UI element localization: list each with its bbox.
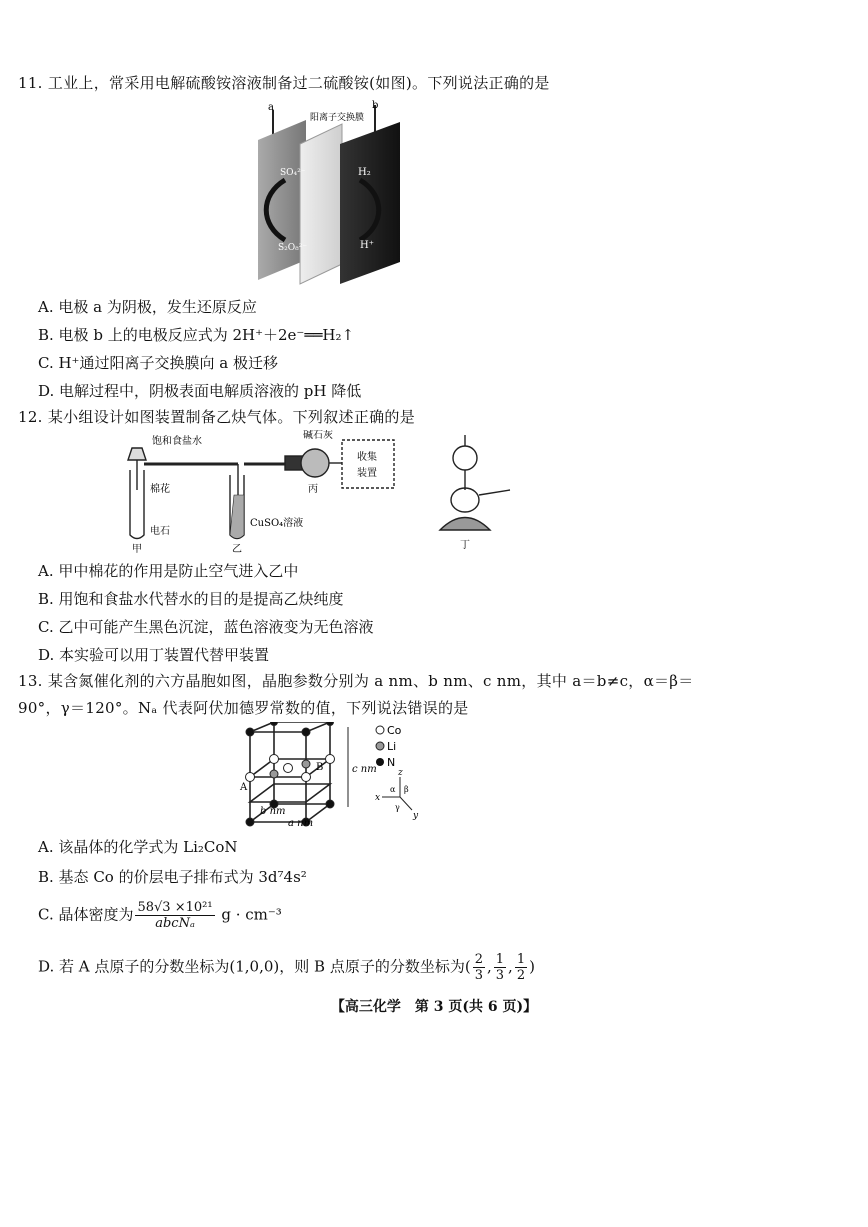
- option-d-suffix: ): [529, 957, 535, 976]
- q11-electrolysis-figure: [240, 100, 410, 285]
- coord-x-num: 2: [474, 952, 483, 967]
- q12-stem: 12. 某小组设计如图装置制备乙炔气体。下列叙述正确的是: [18, 408, 416, 426]
- angle-alpha: α: [390, 785, 396, 794]
- density-numerator: 58√3 ×10²¹: [137, 900, 213, 915]
- label-collect1: 收集: [357, 452, 377, 463]
- q13-option-c[interactable]: [38, 900, 282, 931]
- q13-stem-line1: 13. 某含氮催化剂的六方晶胞如图，晶胞参数分别为 a nm、b nm、c nm，其中 a＝b≠c，α＝β＝: [18, 672, 694, 690]
- label-b: b: [372, 100, 379, 111]
- q11-option-a[interactable]: A. 电极 a 为阴极，发生还原反应: [38, 298, 257, 316]
- q12-option-b[interactable]: B. 用饱和食盐水代替水的目的是提高乙炔纯度: [38, 590, 344, 608]
- axis-y: y: [413, 811, 419, 821]
- label-h2: H₂: [358, 167, 371, 178]
- label-jia: 甲: [132, 544, 142, 555]
- label-ding: 丁: [460, 540, 470, 551]
- axis-z: z: [398, 768, 403, 778]
- label-brine: 饱和食盐水: [152, 436, 202, 447]
- q12-apparatus-figure: [110, 430, 560, 555]
- legend-n: N: [387, 756, 396, 769]
- coord-frac-x: [473, 952, 485, 983]
- label-B: B: [316, 762, 324, 773]
- q12-option-c[interactable]: C. 乙中可能产生黑色沉淀，蓝色溶液变为无色溶液: [38, 618, 374, 636]
- coord-x-den: 3: [474, 968, 483, 983]
- q12-option-a[interactable]: A. 甲中棉花的作用是防止空气进入乙中: [38, 562, 299, 580]
- electrode-b: [340, 122, 400, 284]
- q13-option-b[interactable]: B. 基态 Co 的价层电子排布式为 3d⁷4s²: [38, 868, 307, 886]
- label-cuso4: CuSO₄溶液: [250, 518, 304, 529]
- coord-frac-y: [494, 952, 506, 983]
- page-footer: 【高三化学 第 3 页(共 6 页)】: [330, 999, 538, 1015]
- label-lime: 碱石灰: [303, 430, 333, 441]
- cation-membrane: [300, 124, 342, 284]
- label-A: A: [240, 782, 248, 793]
- label-carbide: 电石: [150, 526, 170, 537]
- label-a: a: [268, 102, 274, 113]
- label-bing: 丙: [308, 484, 318, 495]
- density-denominator: abcNₐ: [155, 916, 195, 931]
- q13-stem-line2: 90°，γ＝120°。Nₐ 代表阿伏加德罗常数的值，下列说法错误的是: [18, 699, 469, 717]
- label-membrane: 阳离子交换膜: [310, 113, 365, 123]
- q13-option-a[interactable]: A. 该晶体的化学式为 Li₂CoN: [38, 838, 238, 856]
- q13-crystal-cell-figure: [230, 722, 430, 827]
- density-unit: g · cm⁻³: [221, 905, 282, 924]
- label-cotton: 棉花: [150, 484, 170, 495]
- angle-gamma: γ: [395, 803, 400, 812]
- coord-y-den: 3: [495, 968, 505, 983]
- coord-z-num: 1: [516, 952, 526, 967]
- label-collect2: 装置: [357, 468, 377, 479]
- q11-option-d[interactable]: D. 电解过程中，阴极表面电解质溶液的 pH 降低: [38, 382, 362, 400]
- q11-option-c[interactable]: C. H⁺通过阳离子交换膜向 a 极迁移: [38, 354, 278, 372]
- q13-option-d[interactable]: D. 若 A 点原子的分数坐标为(1,0,0)，则 B 点原子的分数坐标为( $\frac{2}{3}$ , $\frac{1}{3}$ , $\frac{1}{2}$ ): [38, 952, 535, 983]
- q12-option-d[interactable]: D. 本实验可以用丁装置代替甲装置: [38, 646, 270, 664]
- coord-z-den: 2: [516, 968, 526, 983]
- coord-frac-z: [515, 952, 527, 983]
- electrode-a: [258, 120, 306, 280]
- q11-option-b[interactable]: B. 电极 b 上的电极反应式为 2H⁺＋2e⁻══H₂↑: [38, 326, 355, 344]
- option-d-prefix: D. 若 A 点原子的分数坐标为(1,0,0)，则 B 点原子的分数坐标为(: [38, 957, 471, 976]
- label-s2o8: S₂O₈²⁻: [278, 243, 308, 253]
- label-yi: 乙: [232, 544, 242, 555]
- label-anm: a nm: [288, 818, 314, 827]
- axis-x: x: [375, 793, 381, 803]
- legend-co: Co: [387, 724, 402, 737]
- label-bnm: b nm: [260, 806, 286, 817]
- density-fraction: [135, 900, 214, 931]
- coord-y-num: 1: [495, 952, 505, 967]
- label-hplus: H⁺: [360, 240, 374, 251]
- angle-beta: β: [404, 785, 409, 794]
- q11-stem: 11. 工业上，常采用电解硫酸铵溶液制备过二硫酸铵(如图)。下列说法正确的是: [18, 74, 550, 92]
- label-cnm: c nm: [352, 764, 377, 775]
- option-c-prefix: C. 晶体密度为: [38, 905, 134, 924]
- legend-li: Li: [387, 740, 397, 753]
- label-so4: SO₄²⁻: [280, 168, 306, 178]
